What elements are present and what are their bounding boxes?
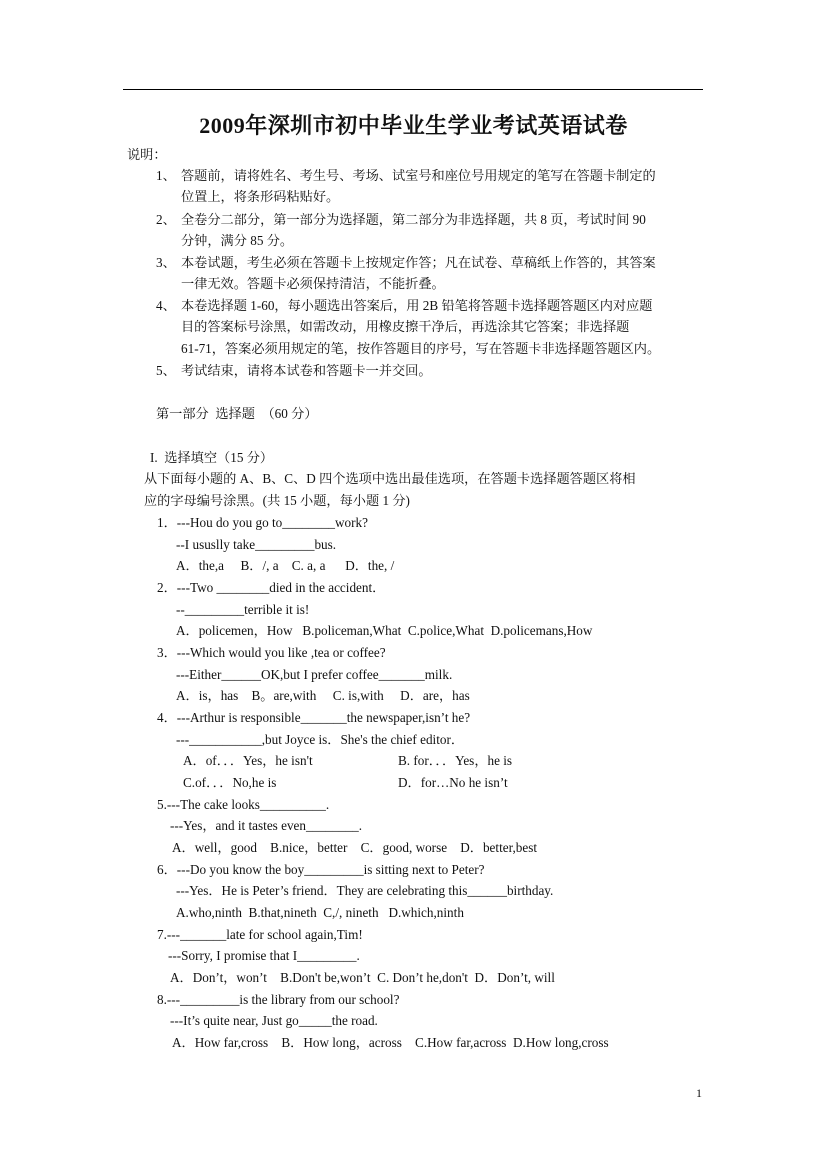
answer-options: A．How far,cross B．How long，across C.How far,across D.How long,cross <box>172 1035 609 1050</box>
question-line: ---Either______OK,but I prefer coffee_______milk. <box>176 667 453 682</box>
question-prompt: 8.---_________is the library from our school? <box>157 992 400 1007</box>
answer-option: D．for…No he isn’t <box>398 775 508 790</box>
instruction-line: 考试结束，请将本试卷和答题卡一并交回。 <box>181 363 432 378</box>
instruction-line: 答题前，请将姓名、考生号、考场、试室号和座位号用规定的笔写在答题卡制定的 <box>181 168 656 183</box>
instruction-line: 位置上，将条形码粘贴好。 <box>181 189 340 204</box>
question-line: ---___________,but Joyce is．She's the chief editor． <box>176 732 465 747</box>
instruction-number: 3、 <box>156 255 176 270</box>
question-line: ---Sorry, I promise that I_________. <box>168 948 360 963</box>
instruction-line: 目的答案标号涂黑，如需改动，用橡皮擦干净后，再选涂其它答案；非选择题 <box>181 319 630 334</box>
answer-option: C.of．．．No,he is <box>183 775 277 790</box>
instructions-label: 说明： <box>127 147 167 162</box>
answer-option: B. for．．．Yes，he is <box>398 753 513 768</box>
answer-options: A．is，has B。are,with C. is,with D．are，has <box>176 688 470 703</box>
section-heading: I. 选择填空（15 分） <box>150 450 274 465</box>
question-line: ---Yes．He is Peter’s friend．They are celebrating this______birthday. <box>176 883 554 898</box>
part-heading: 第一部分 选择题 （60 分） <box>156 406 318 421</box>
section-description: 应的字母编号涂黑。(共 15 小题，每小题 1 分) <box>144 493 410 508</box>
header-rule <box>123 89 703 90</box>
question-line: --I ususlly take_________bus. <box>176 537 337 552</box>
answer-options: A．well，good B.nice，better C．good, worse D．better,best <box>172 840 537 855</box>
instruction-number: 1、 <box>156 168 176 183</box>
instruction-number: 5、 <box>156 363 176 378</box>
question-prompt: 2．---Two ________died in the accident． <box>157 580 386 595</box>
instruction-line: 本卷选择题 1-60，每小题选出答案后，用 2B 铅笔将答题卡选择题答题区内对应题 <box>181 298 653 313</box>
instruction-line: 分钟，满分 85 分。 <box>181 233 294 248</box>
question-line: --_________terrible it is! <box>176 602 310 617</box>
question-prompt: 4．---Arthur is responsible_______the newspaper,isn’t he? <box>157 710 471 725</box>
question-prompt: 6．---Do you know the boy_________is sitting next to Peter? <box>157 862 485 877</box>
answer-options: A.who,ninth B.that,nineth C,/, nineth D.which,ninth <box>176 905 464 920</box>
question-prompt: 3．---Which would you like ,tea or coffee? <box>157 645 386 660</box>
page-title: 2009年深圳市初中毕业生学业考试英语试卷 <box>199 113 628 138</box>
instruction-line: 本卷试题，考生必须在答题卡上按规定作答；凡在试卷、草稿纸上作答的，其答案 <box>181 255 656 270</box>
question-prompt: 5.---The cake looks__________. <box>157 797 330 812</box>
answer-options: A．the,a B．/, a C. a, a D．the, / <box>176 558 395 573</box>
answer-option: A．of．．．Yes，he isn't <box>183 753 313 768</box>
section-description: 从下面每小题的 A、B、C、D 四个选项中选出最佳选项，在答题卡选择题答题区将相 <box>144 471 636 486</box>
question-prompt: 7.---_______late for school again,Tim! <box>157 927 363 942</box>
instruction-line: 一律无效。答题卡必须保持清洁，不能折叠。 <box>181 276 445 291</box>
instruction-line: 61-71，答案必须用规定的笔，按作答题目的序号，写在答题卡非选择题答题区内。 <box>181 341 661 356</box>
instruction-number: 2、 <box>156 212 176 227</box>
question-line: ---It’s quite near, Just go_____the road. <box>170 1013 378 1028</box>
page-number: 1 <box>696 1086 702 1100</box>
answer-options: A．policemen，How B.policeman,What C.police,What D.policemans,How <box>176 623 593 638</box>
question-prompt: 1．---Hou do you go to________work? <box>157 515 368 530</box>
question-line: ---Yes，and it tastes even________. <box>170 818 363 833</box>
instruction-line: 全卷分二部分，第一部分为选择题，第二部分为非选择题，共 8 页，考试时间 90 <box>181 212 646 227</box>
answer-options: A．Don’t，won’t B.Don't be,won’t C. Don’t he,don't D．Don’t, will <box>170 970 555 985</box>
instruction-number: 4、 <box>156 298 176 313</box>
